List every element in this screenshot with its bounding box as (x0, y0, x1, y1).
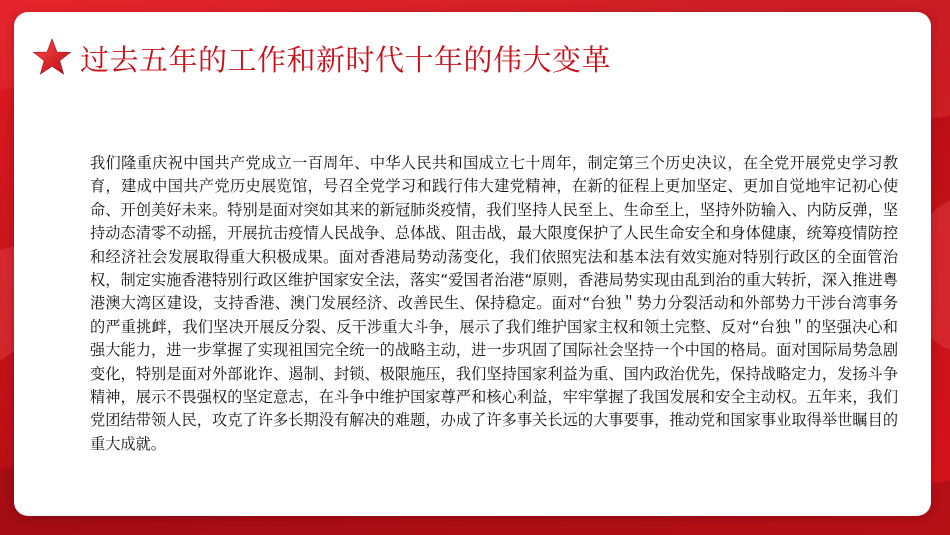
body-paragraph: 我们隆重庆祝中国共产党成立一百周年、中华人民共和国成立七十周年，制定第三个历史决议，在全党开展党史学习教育，建成中国共产党历史展览馆，号召全党学习和践行伟大建党精神，在新的征程上更加坚定、更加自觉地牢记初心使命、开创美好未来。特别是面对突如其来的新冠肺炎疫情，我们坚持人民至上、生命至上，坚持外防输入、内防反弹，坚持动态清零不动摇，开展抗击疫情人民战争、总体战、阻击战，最大限度保护了人民生命安全和身体健康，统筹疫情防控和经济社会发展取得重大积极成果。面对香港局势动荡变化，我们依照宪法和基本法有效实施对特别行政区的全面管治权，制定实施香港特别行政区维护国家安全法，落实“爱国者治港“原则，香港局势实现由乱到治的重大转折，深入推进粤港澳大湾区建设，支持香港、澳门发展经济、改善民生、保持稳定。面对“台独＂势力分裂活动和外部势力干涉台湾事务的严重挑衅，我们坚决开展反分裂、反干涉重大斗争，展示了我们维护国家主权和领土完整、反对“台独＂的坚强决心和强大能力，进一步掌握了实现祖国完全统一的战略主动，进一步巩固了国际社会坚持一个中国的格局。面对国际局势急剧变化，特别是面对外部讹诈、遏制、封锁、极限施压，我们坚持国家利益为重、国内政治优先，保持战略定力，发扬斗争精神，展示不畏强权的坚定意志，在斗争中维护国家尊严和核心利益，牢牢掌握了我国发展和安全主动权。五年来，我们党团结带领人民，攻克了许多长期没有解决的难题，办成了许多事关长远的大事要事，推动党和国家事业取得举世瞩目的重大成就。 (90, 154, 898, 453)
page-title: 过去五年的工作和新时代十年的伟大变革 (80, 43, 612, 77)
red-star-icon (32, 38, 72, 78)
content-card (14, 12, 931, 516)
